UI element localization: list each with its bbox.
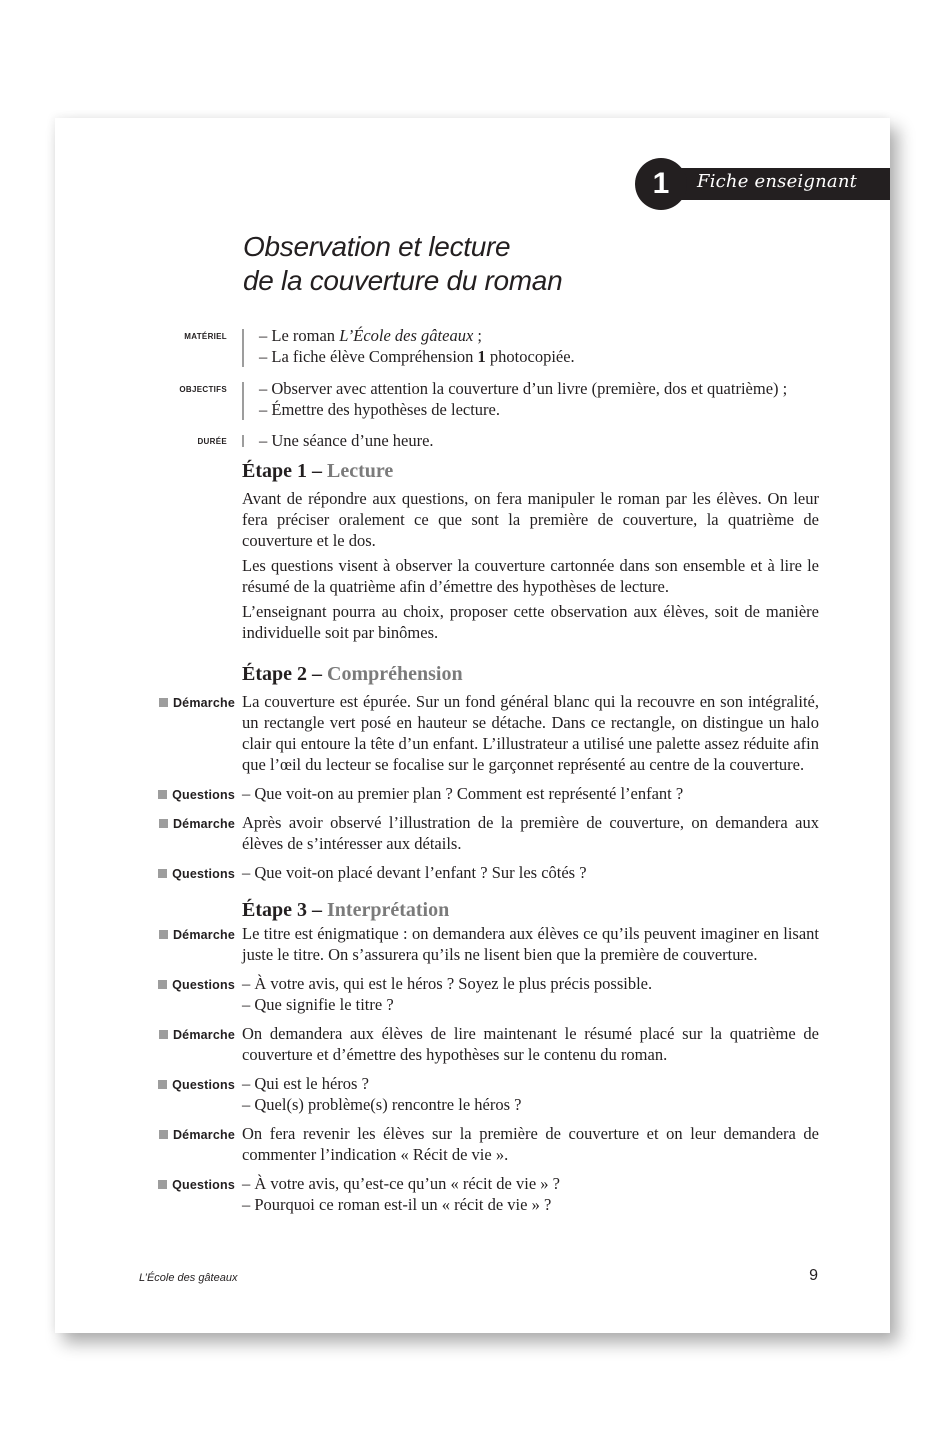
step-1-paragraph: Les questions visent à observer la couverture cartonnée dans son ensemble et à lire le résumé de la quatrième afin d’émettre des hypothèses de lecture. bbox=[242, 556, 819, 596]
meta-divider bbox=[242, 435, 244, 447]
page-number: 9 bbox=[809, 1267, 818, 1284]
demarche-tag: Démarche bbox=[137, 814, 235, 835]
step-1-heading: Étape 1 – Lecture bbox=[242, 460, 394, 482]
questions-tag: Questions bbox=[137, 785, 235, 806]
square-bullet-icon bbox=[159, 930, 168, 939]
questions-tag: Questions bbox=[137, 864, 235, 885]
step-2-questions: Questions – Que voit-on au premier plan ? Comment est représenté l’enfant ? bbox=[242, 783, 819, 804]
badge-number: 1 bbox=[635, 158, 687, 210]
square-bullet-icon bbox=[158, 1180, 167, 1189]
step-1-paragraph: L’enseignant pourra au choix, proposer cette observation aux élèves, soit de manière individuelle soit par binômes. bbox=[242, 602, 819, 642]
step-3-questions: Questions – À votre avis, qui est le héros ? Soyez le plus précis possible. – Que signifie le titre ? bbox=[242, 973, 819, 1015]
step-3-heading: Étape 3 – Interprétation bbox=[242, 899, 450, 921]
materiel-line-2: – La fiche élève Compréhension 1 photocopiée. bbox=[259, 347, 575, 366]
square-bullet-icon bbox=[159, 819, 168, 828]
demarche-tag: Démarche bbox=[137, 693, 235, 714]
page-title bbox=[243, 230, 562, 298]
meta-lines-materiel bbox=[259, 325, 575, 367]
questions-tag: Questions bbox=[137, 975, 235, 996]
step-1-paragraph: Avant de répondre aux questions, on fera manipuler le roman par les élèves. On leur fera préciser oralement ce que sont la première de couverture, la quatrième de couverture et le dos. bbox=[242, 489, 819, 550]
step-2-questions: Questions – Que voit-on placé devant l’enfant ? Sur les côtés ? bbox=[242, 862, 819, 883]
title-line-1: Observation et lecture bbox=[243, 231, 511, 262]
step-3-questions: Questions – À votre avis, qu’est-ce qu’un « récit de vie » ? – Pourquoi ce roman est-il un « récit de vie » ? bbox=[242, 1173, 819, 1215]
meta-label-duree: durée bbox=[197, 433, 227, 447]
step-2-demarche: Démarche La couverture est épurée. Sur un fond général blanc qui la recouvre en son intégralité, un rectangle vert posé en hauteur se détache. Dans ce rectangle, on distingue un halo clair qui entoure la tête d’un enfant. L’illustrateur a utilisé une palette assez réduite afin que l’œil du lecteur se focalise sur le garçonnet représenté au centre de la couverture. bbox=[242, 691, 819, 775]
meta-label-objectifs: objectifs bbox=[179, 381, 227, 395]
step-3-demarche: Démarche On fera revenir les élèves sur la première de couverture et on leur demandera de commenter l’indication « Récit de vie ». bbox=[242, 1123, 819, 1165]
questions-tag: Questions bbox=[137, 1175, 235, 1196]
square-bullet-icon bbox=[158, 980, 167, 989]
badge-label: Fiche enseignant bbox=[697, 171, 858, 192]
square-bullet-icon bbox=[158, 790, 167, 799]
step-2-heading: Étape 2 – Compréhension bbox=[242, 663, 463, 685]
square-bullet-icon bbox=[158, 1080, 167, 1089]
meta-label-materiel: matériel bbox=[184, 328, 227, 342]
meta-divider bbox=[242, 382, 244, 420]
step-3-demarche: Démarche On demandera aux élèves de lire maintenant le résumé placé sur la quatrième de couverture et d’émettre des hypothèses sur le contenu du roman. bbox=[242, 1023, 819, 1065]
demarche-tag: Démarche bbox=[137, 925, 235, 946]
main-content bbox=[172, 458, 819, 1223]
square-bullet-icon bbox=[159, 1130, 168, 1139]
materiel-line-1: – Le roman L’École des gâteaux ; bbox=[259, 326, 483, 345]
title-line-2: de la couverture du roman bbox=[243, 265, 563, 296]
step-3-questions: Questions – Qui est le héros ? – Quel(s) problème(s) rencontre le héros ? bbox=[242, 1073, 819, 1115]
footer-book-title: L’École des gâteaux bbox=[139, 1272, 238, 1284]
objectifs-line-2: – Émettre des hypothèses de lecture. bbox=[259, 400, 500, 419]
meta-lines-duree bbox=[259, 430, 434, 451]
square-bullet-icon bbox=[159, 1030, 168, 1039]
fiche-badge bbox=[635, 158, 890, 210]
duree-line-1: – Une séance d’une heure. bbox=[259, 431, 434, 450]
step-2-demarche: Démarche Après avoir observé l’illustration de la première de couverture, on demandera aux élèves de s’intéresser aux détails. bbox=[242, 812, 819, 854]
step-3-demarche: Démarche Le titre est énigmatique : on demandera aux élèves ce qu’ils peuvent imaginer en lisant juste le titre. On s’assurera qu’ils ne lisent bien que la première de couverture. bbox=[242, 923, 819, 965]
questions-tag: Questions bbox=[137, 1075, 235, 1096]
square-bullet-icon bbox=[159, 698, 168, 707]
document-page bbox=[55, 118, 890, 1333]
meta-lines-objectifs bbox=[259, 378, 787, 420]
square-bullet-icon bbox=[158, 869, 167, 878]
meta-divider bbox=[242, 329, 244, 367]
demarche-tag: Démarche bbox=[137, 1025, 235, 1046]
objectifs-line-1: – Observer avec attention la couverture d’un livre (première, dos et quatrième) ; bbox=[259, 379, 788, 398]
demarche-tag: Démarche bbox=[137, 1125, 235, 1146]
